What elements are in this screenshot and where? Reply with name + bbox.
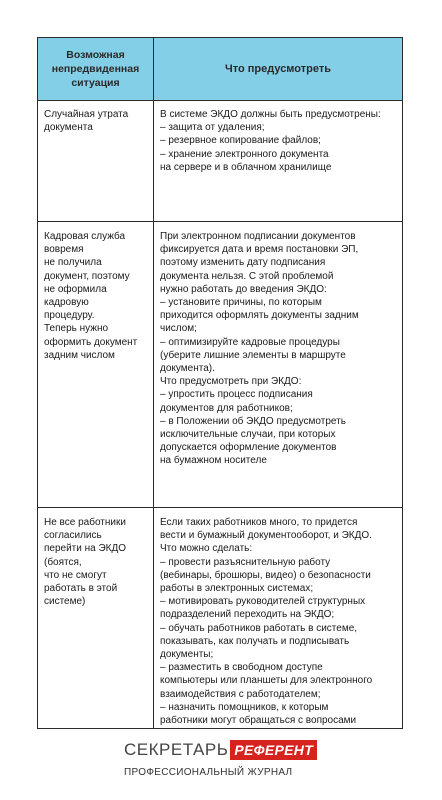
- measure-line: подразделений переходить на ЭКДО;: [160, 609, 335, 621]
- logo-brand-left: СЕКРЕТАРЬ: [124, 740, 229, 759]
- measure-line: фиксируется дата и время постановки ЭП,: [160, 244, 359, 256]
- measure-line: документы;: [160, 649, 214, 661]
- measure-line: документа).: [160, 363, 215, 375]
- magazine-logo: [124, 739, 317, 761]
- situation-line: Кадровая служба: [44, 231, 126, 242]
- situation-cell: [44, 516, 150, 608]
- situation-cell: [44, 230, 150, 362]
- situation-line: задним числом: [44, 349, 115, 361]
- measure-line: В системе ЭКДО должны быть предусмотрены:: [160, 109, 381, 120]
- situation-line: оформить документ: [44, 336, 138, 348]
- header-col-situation-line: непредвиденная: [51, 63, 140, 75]
- situation-line: согласились: [44, 530, 102, 542]
- measure-line: – защита от удаления;: [160, 122, 265, 134]
- situation-line: работать в этой: [44, 583, 118, 595]
- header-col-situation-line: ситуация: [71, 77, 120, 89]
- measure-line: исключительные случаи, при которых: [160, 429, 336, 441]
- measure-line: компьютеры или планшеты для электронного: [160, 675, 373, 687]
- measure-line: Если таких работников много, то придется: [160, 517, 358, 528]
- measure-line: – резервное копирование файлов;: [160, 135, 321, 147]
- measure-line: – провести разъяснительную работу: [160, 556, 331, 568]
- measure-line: – установите причины, по которым: [160, 297, 322, 309]
- measure-line: – назначить помощников, к которым: [160, 701, 329, 713]
- measure-line: нужно работать до введения ЭКДО:: [160, 283, 327, 295]
- magazine-subtitle: ПРОФЕССИОНАЛЬНЫЙ ЖУРНАЛ: [124, 767, 293, 778]
- situation-line: документа: [44, 122, 93, 134]
- measure-line: взаимодействия с работодателем;: [160, 688, 321, 700]
- measure-line: на бумажном носителе: [160, 455, 267, 467]
- header-col-measures: Что предусмотреть: [225, 63, 331, 75]
- measures-cell: [160, 230, 398, 468]
- measure-line: числом;: [160, 323, 197, 335]
- table-row: [38, 100, 402, 222]
- situation-line: не оформила: [44, 283, 107, 295]
- situation-line: не получила: [44, 257, 102, 269]
- measure-line: на сервере и в облачном хранилище: [160, 161, 332, 173]
- measure-line: Что предусмотреть при ЭКДО:: [160, 376, 302, 388]
- situation-line: системе): [44, 596, 86, 608]
- measure-line: (уберите лишние элементы в маршруте: [160, 349, 346, 361]
- measure-line: документа нельзя. С этой проблемой: [160, 270, 334, 282]
- measure-line: – разместить в свободном доступе: [160, 662, 323, 674]
- table-row: [38, 222, 402, 508]
- header-col-situation-line: Возможная: [66, 49, 125, 61]
- situation-line: вовремя: [44, 244, 84, 256]
- measure-line: – мотивировать руководителей структурных: [160, 596, 366, 608]
- measure-line: работы в электронных системах;: [160, 583, 314, 595]
- measures-cell: [160, 108, 398, 174]
- header-col-situation: [38, 38, 153, 100]
- measure-line: приходится оформлять документы задним: [160, 310, 359, 322]
- measure-line: вести и бумажный документооборот, и ЭКДО.: [160, 530, 372, 542]
- measure-line: – упростить процесс подписания: [160, 389, 313, 401]
- situation-line: перейти на ЭКДО: [44, 543, 127, 555]
- measure-line: показывать, как получать и подписывать: [160, 635, 350, 647]
- measure-line: (вебинары, брошюры, видео) о безопасности: [160, 569, 371, 581]
- table-header: [38, 38, 402, 101]
- situation-line: кадровую: [44, 297, 89, 309]
- situation-line: что не смогут: [44, 569, 107, 581]
- situations-table: [37, 37, 403, 729]
- measure-line: поэтому изменить дату подписания: [160, 257, 326, 269]
- measure-line: Что можно сделать:: [160, 543, 253, 555]
- measure-line: – обучать работников работать в системе,: [160, 622, 358, 634]
- measure-line: – хранение электронного документа: [160, 148, 329, 160]
- situation-line: Не все работники: [44, 517, 126, 528]
- table-row: [38, 508, 402, 728]
- situation-cell: [44, 108, 150, 134]
- measure-line: – в Положении об ЭКДО предусмотреть: [160, 415, 346, 427]
- measure-line: допускается оформление документов: [160, 442, 337, 454]
- measure-line: работники могут обращаться с вопросами: [160, 715, 357, 727]
- situation-line: документ, поэтому: [44, 270, 130, 282]
- situation-line: Теперь нужно: [44, 323, 109, 335]
- situation-line: процедуру.: [44, 310, 95, 322]
- situation-line: (боятся,: [44, 556, 82, 568]
- measure-line: При электронном подписании документов: [160, 231, 356, 242]
- measure-line: – оптимизируйте кадровые процедуры: [160, 336, 340, 348]
- measure-line: документов для работников;: [160, 402, 293, 414]
- situation-line: Случайная утрата: [44, 109, 129, 120]
- measures-cell: [160, 516, 398, 727]
- logo-brand-right: РЕФЕРЕНТ: [230, 740, 317, 760]
